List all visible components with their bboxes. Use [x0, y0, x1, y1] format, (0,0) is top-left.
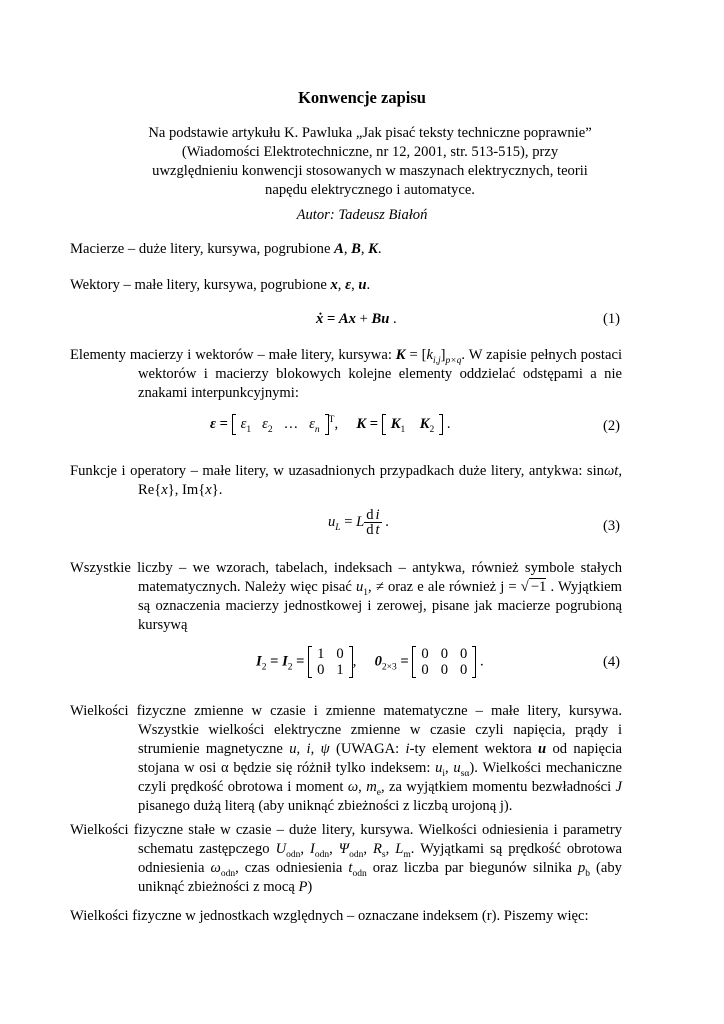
- symbol: K: [390, 416, 401, 432]
- matrix-cell: 0: [460, 646, 468, 662]
- text: .: [389, 311, 397, 327]
- operator: =: [292, 653, 309, 670]
- symbol: i: [375, 507, 380, 523]
- text: .: [377, 241, 382, 257]
- equation-number: (3): [602, 518, 620, 534]
- text: Funkcje i operatory – małe litery, w uzasadnionych przypadkach duże litery, antykwa: sin: [70, 463, 604, 479]
- subscript: 1: [363, 587, 369, 598]
- symbol: R: [372, 841, 382, 857]
- text: ,: [352, 653, 357, 670]
- symbol: ω: [347, 779, 359, 795]
- subscript: i,j: [432, 355, 441, 366]
- intro-line: Na podstawie artykułu K. Pawluka „Jak pisać teksty techniczne poprawnie”: [148, 125, 592, 141]
- text: ,: [329, 841, 339, 857]
- symbol: x: [161, 482, 168, 498]
- text: ,: [334, 415, 339, 432]
- radicand: −1: [530, 579, 547, 595]
- symbol: L: [356, 513, 365, 530]
- matrix-row: [415, 662, 473, 678]
- subscript: 2: [261, 662, 267, 673]
- matrix-cell: 0: [440, 662, 448, 678]
- text: ,: [363, 841, 373, 857]
- text: (aby uniknąć zbieżności z mocą: [138, 860, 622, 895]
- symbol: t: [375, 522, 380, 538]
- text: . W zapisie pełnych postaci wektorów i macierzy blokowych kolejne elementy oddzielać odstępami a nie znakami interpunkcyjnymi:: [138, 347, 622, 401]
- text: = [: [405, 347, 427, 363]
- matrix-cell: 0: [317, 662, 325, 678]
- symbol: m: [366, 779, 377, 795]
- intro-line: (Wiadomości Elektrotechniczne, nr 12, 2001, str. 513-515), przy: [181, 144, 559, 160]
- subscript: s: [381, 849, 386, 860]
- text: .: [366, 277, 371, 293]
- equation-4: [70, 644, 622, 684]
- sqrt-sign: √: [520, 579, 529, 595]
- symbol: t: [348, 860, 353, 876]
- text: Wielkości fizyczne zmienne w czasie i zmienne matematyczne – małe litery, kursywa. Wszystkie wielkości elektryczne zmienne w czasie czyli napięcia, prądy i strumienie magnetyczne: [70, 703, 622, 757]
- symbol: u: [289, 741, 297, 757]
- symbol: x: [348, 311, 356, 327]
- symbol: L: [395, 841, 404, 857]
- text: ,: [445, 760, 454, 776]
- page-title: Konwencje zapisu: [298, 88, 426, 107]
- text: pisanego dużą literą (aby uniknąć zbieżności z liczbą urojoną j).: [138, 798, 513, 814]
- operator: =: [366, 415, 382, 432]
- symbol: u: [358, 277, 367, 293]
- symbol: i: [306, 741, 311, 757]
- text: ,: [351, 277, 359, 293]
- symbol: I: [282, 653, 288, 670]
- symbol: ε: [240, 416, 247, 432]
- text: .: [381, 513, 389, 530]
- identity-matrix: [308, 646, 353, 678]
- fraction: [364, 508, 381, 537]
- equation-number: (1): [602, 311, 620, 327]
- symbol: I: [256, 653, 262, 670]
- symbol: ψ: [320, 741, 330, 757]
- operator: =: [323, 311, 339, 327]
- matrix-cell: 1: [336, 662, 344, 678]
- text: -ty element wektora: [409, 741, 538, 757]
- symbol: P: [298, 879, 308, 895]
- paragraph-stale: [70, 821, 622, 897]
- intro-line: uwzględnieniu konwencji stosowanych w maszynach elektrycznych, teorii: [152, 163, 588, 179]
- subscript: 2: [287, 662, 293, 673]
- symbol: u: [453, 760, 461, 776]
- subscript: odn: [352, 868, 367, 879]
- text: }.: [211, 482, 223, 498]
- symbol: x: [330, 277, 338, 293]
- block-matrix: [382, 414, 444, 435]
- symbol: u: [435, 760, 443, 776]
- matrix-cell: 0: [460, 662, 468, 678]
- text: ,: [337, 277, 346, 293]
- subscript: L: [335, 522, 341, 533]
- subscript: m: [403, 849, 411, 860]
- paragraph-elementy: [70, 346, 622, 403]
- matrix-cell: 0: [440, 646, 448, 662]
- subscript: odn: [314, 849, 330, 860]
- symbol: I: [310, 841, 315, 857]
- text: Wszystkie liczby – we wzorach, tabelach, indeksach – antykwa, również symbole stałych matematycznych. Należy więc pisać: [70, 560, 622, 595]
- equation-3: [70, 508, 622, 544]
- symbol: p: [577, 860, 586, 876]
- symbol: …: [283, 416, 299, 432]
- symbol: B: [351, 241, 361, 257]
- text: ,: [360, 241, 369, 257]
- zero-matrix: [412, 646, 476, 678]
- text: ,: [343, 241, 352, 257]
- operator: =: [504, 579, 521, 595]
- text: ): [307, 879, 313, 895]
- paragraph-wektory: [70, 276, 622, 295]
- symbol: ẋ: [316, 311, 324, 327]
- matrix-table: [415, 646, 473, 678]
- text: ,: [358, 779, 367, 795]
- subscript: odn: [286, 849, 301, 860]
- subscript: odn: [220, 868, 236, 879]
- text: . Wyjątkami są prędkość obrotowa odniesienia: [138, 841, 622, 876]
- equation-number: (4): [602, 654, 620, 670]
- text: ,: [385, 841, 396, 857]
- text: ,: [300, 841, 311, 857]
- operator: =: [340, 513, 357, 530]
- matrix-cell: 0: [336, 646, 344, 662]
- text: . Wyjątkiem są oznaczenia macierzy jednostkowej i zerowej, pisane jak macierze pogrubioną kursywą: [138, 579, 622, 633]
- subscript: 2: [267, 424, 273, 435]
- subscript: p×q: [445, 355, 462, 366]
- symbol: ω: [210, 860, 221, 876]
- symbol: K: [356, 415, 367, 432]
- matrix-row: [415, 646, 473, 662]
- equation-number: (2): [602, 418, 620, 434]
- symbol: i: [405, 741, 410, 757]
- subscript: sα: [460, 768, 470, 779]
- text: , Re{: [138, 463, 622, 498]
- operator: +: [355, 311, 372, 327]
- text: ,: [310, 741, 321, 757]
- text: (UWAGA:: [329, 741, 406, 757]
- symbol: A: [338, 311, 349, 327]
- subscript: 1: [400, 424, 406, 435]
- symbol: K: [395, 347, 406, 363]
- symbol: U: [275, 841, 287, 857]
- paragraph-funkcje: [70, 462, 622, 500]
- intro-paragraph: [110, 124, 630, 200]
- matrix-cell: 0: [421, 662, 429, 678]
- row-vector: [232, 414, 329, 435]
- matrix-table: [311, 646, 350, 678]
- superscript: T: [328, 414, 335, 425]
- symbol: u: [381, 311, 390, 327]
- text: Wektory – małe litery, kursywa, pogrubione: [70, 277, 331, 293]
- symbol: k: [426, 347, 433, 363]
- subscript: 2×3: [381, 662, 397, 673]
- subscript: 2: [429, 424, 435, 435]
- author-line: Autor: Tadeusz Białoń: [296, 207, 428, 223]
- operator: =: [216, 415, 232, 432]
- symbol: d: [366, 522, 374, 538]
- equation-1: [70, 311, 622, 341]
- text: .: [479, 653, 484, 670]
- paragraph-macierze: [70, 240, 622, 259]
- text: , ≠ oraz e ale również j: [368, 579, 505, 595]
- text: od napięcia stojana w osi α będzie się różnił tylko indeksem:: [138, 741, 622, 776]
- matrix-row: [311, 646, 350, 662]
- text: ,: [296, 741, 307, 757]
- text: Wielkości fizyczne stałe w czasie – duże litery, kursywa. Wielkości odniesienia i parametry schematu zastępczego: [70, 822, 622, 857]
- symbol: u: [328, 513, 336, 530]
- symbol: x: [205, 482, 212, 498]
- operator: =: [266, 653, 283, 670]
- symbol: ε: [210, 415, 216, 432]
- symbol: J: [615, 779, 623, 795]
- intro-line: napędu elektrycznego i automatyce.: [265, 182, 475, 198]
- text: Elementy macierzy i wektorów – małe litery, kursywa:: [70, 347, 396, 363]
- matrix-cell: 0: [421, 646, 429, 662]
- text: , czas odniesienia: [235, 860, 349, 876]
- subscript: n: [314, 424, 320, 435]
- subscript: 1: [246, 424, 252, 435]
- symbol: ε: [309, 416, 315, 432]
- symbol: Ψ: [338, 841, 350, 857]
- subscript: e: [376, 787, 381, 798]
- symbol: K: [419, 416, 430, 432]
- symbol: 0: [374, 653, 382, 670]
- symbol: u: [355, 579, 364, 595]
- text: ]: [440, 347, 446, 363]
- matrix-row: [311, 662, 350, 678]
- text: }, Im{: [167, 482, 206, 498]
- symbol: t: [614, 463, 619, 479]
- paragraph-zmienne: [70, 702, 622, 816]
- symbol: ε: [345, 277, 352, 293]
- symbol: u: [538, 741, 547, 757]
- subscript: b: [585, 868, 591, 879]
- symbol: B: [371, 311, 382, 327]
- paragraph-liczby: [70, 559, 622, 635]
- text: oraz liczba par biegunów silnika: [366, 860, 578, 876]
- symbol: ε: [262, 416, 268, 432]
- operator: =: [396, 653, 413, 670]
- symbol: A: [334, 241, 344, 257]
- matrix-cell: 1: [317, 646, 325, 662]
- symbol: ω: [603, 463, 615, 479]
- symbol: K: [368, 241, 378, 257]
- text: , za wyjątkiem momentu bezwładności: [380, 779, 616, 795]
- subscript: odn: [349, 849, 364, 860]
- text: ). Wielkości mechaniczne czyli prędkość obrotowa i moment: [138, 760, 622, 795]
- text: Macierze – duże litery, kursywa, pogrubione: [70, 241, 335, 257]
- symbol: d: [366, 507, 374, 523]
- text: .: [446, 415, 451, 432]
- paragraph-wzgledne: Wielkości fizyczne w jednostkach względnych – oznaczane indeksem (r). Piszemy więc:: [70, 908, 589, 924]
- equation-2: [70, 414, 622, 448]
- subscript: i: [442, 768, 446, 779]
